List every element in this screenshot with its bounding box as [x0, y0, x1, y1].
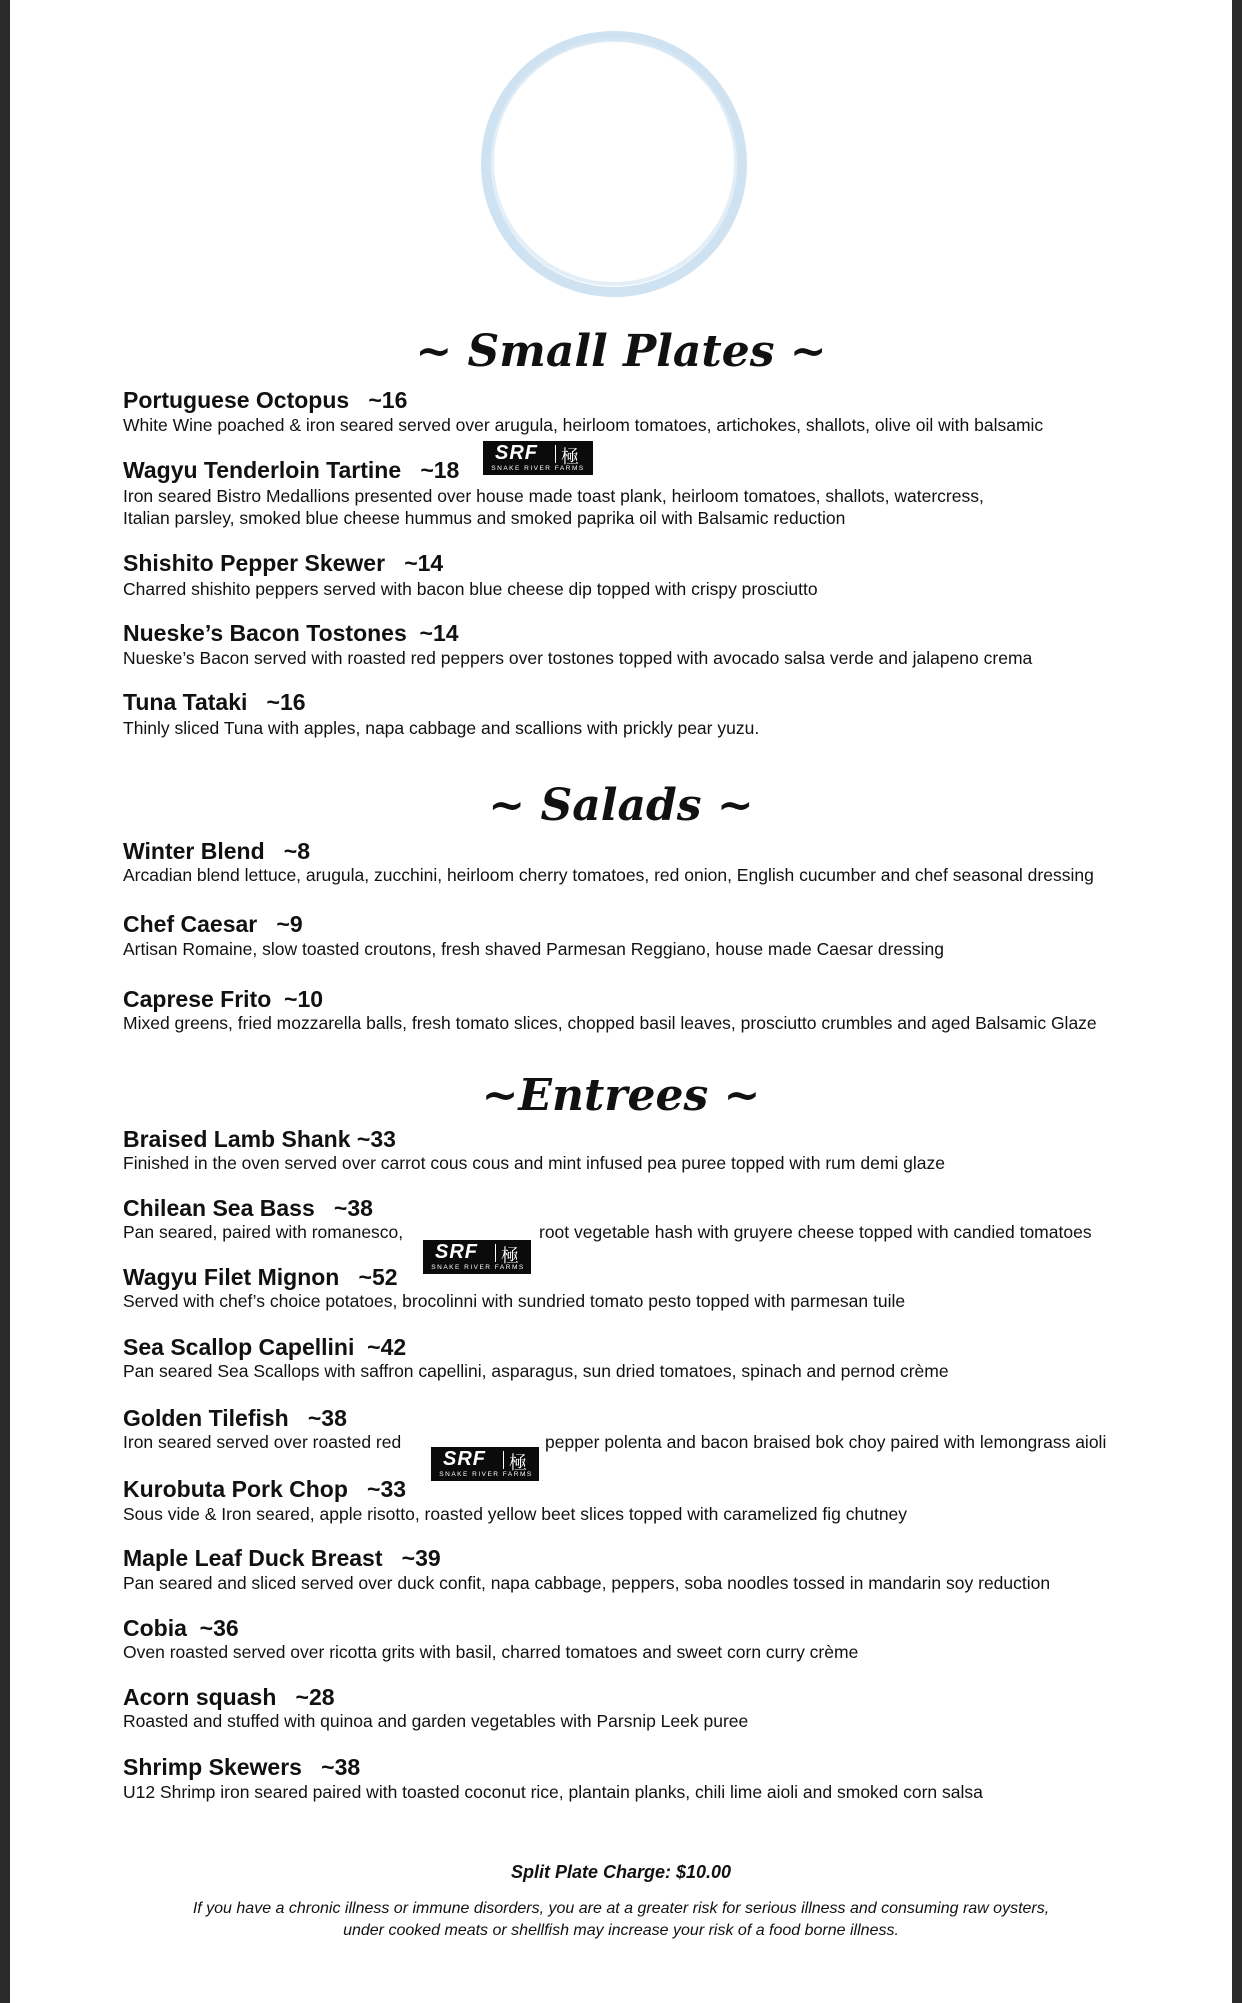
srf-kanji-text: 極	[561, 447, 579, 468]
item-desc: U12 Shrimp iron seared paired with toasted coconut rice, plantain planks, chili lime aioli and smoked corn salsa	[123, 1782, 983, 1802]
item-desc: Thinly sliced Tuna with apples, napa cabbage and scallions with prickly pear yuzu.	[123, 718, 760, 738]
menu-page	[10, 0, 1232, 2003]
item-name: Chef Caesar ~9	[123, 911, 303, 937]
item-name: Caprese Frito ~10	[123, 986, 324, 1012]
item-desc: Sous vide & Iron seared, apple risotto, roasted yellow beet slices topped with caramelized fig chutney	[123, 1504, 908, 1524]
section-title-salads: ~ Salads ~	[488, 780, 754, 831]
item-name: Wagyu Filet Mignon ~52	[123, 1264, 398, 1290]
item-name: Cobia ~36	[123, 1615, 239, 1641]
srf-logo-text: SRF	[495, 442, 538, 464]
health-disclaimer-line-1: If you have a chronic illness or immune disorders, you are at a greater risk for serious illness and consuming raw oysters,	[192, 1900, 1050, 1917]
srf-logo-text: SRF	[443, 1448, 486, 1470]
badge-divider	[495, 1244, 496, 1262]
split-plate-charge: Split Plate Charge: $10.00	[510, 1862, 732, 1882]
item-name: Wagyu Tenderloin Tartine ~18	[123, 457, 460, 483]
item-name: Acorn squash ~28	[123, 1684, 335, 1710]
srf-sub-text: SNAKE RIVER FARMS	[439, 1471, 533, 1478]
item-desc: Finished in the oven served over carrot cous cous and mint infused pea puree topped with rum demi glaze	[123, 1153, 945, 1173]
srf-logo-text: SRF	[435, 1241, 478, 1263]
srf-kanji-text: 極	[509, 1453, 527, 1474]
item-name: Shrimp Skewers ~38	[123, 1754, 361, 1780]
item-desc: Iron seared Bistro Medallions presented over house made toast plank, heirloom tomatoes, shallots, watercress,	[123, 486, 984, 506]
item-desc: Served with chef’s choice potatoes, brocolinni with sundried tomato pesto topped with parmesan tuile	[123, 1291, 906, 1311]
item-name: Portuguese Octopus ~16	[123, 387, 408, 413]
item-name: Braised Lamb Shank ~33	[123, 1126, 396, 1152]
item-name: Shishito Pepper Skewer ~14	[123, 550, 444, 576]
badge-divider	[503, 1451, 504, 1469]
item-desc: Pan seared Sea Scallops with saffron capellini, asparagus, sun dried tomatoes, spinach and pernod crème	[123, 1361, 949, 1381]
item-desc: Oven roasted served over ricotta grits with basil, charred tomatoes and sweet corn curry crème	[123, 1642, 859, 1662]
srf-sub-text: SNAKE RIVER FARMS	[431, 1264, 525, 1271]
srf-badge-logo	[423, 1240, 531, 1274]
item-desc: Charred shishito peppers served with bacon blue cheese dip topped with crispy prosciutto	[123, 579, 818, 599]
srf-badge-logo	[431, 1447, 539, 1481]
item-desc: Artisan Romaine, slow toasted croutons, fresh shaved Parmesan Reggiano, house made Caesar dressing	[123, 939, 944, 959]
section-title-small-plates: ~ Small Plates ~	[415, 326, 827, 377]
health-disclaimer-line-2: under cooked meats or shellfish may increase your risk of a food borne illness.	[343, 1922, 899, 1939]
item-desc: Pan seared, paired with romanesco,	[123, 1222, 404, 1242]
item-name: Tuna Tataki ~16	[123, 689, 306, 715]
logo-circle-icon	[478, 28, 750, 300]
srf-badge-logo	[483, 441, 593, 475]
item-desc: root vegetable hash with gruyere cheese topped with candied tomatoes	[539, 1222, 1092, 1242]
item-name: Sea Scallop Capellini ~42	[123, 1334, 407, 1360]
srf-sub-text: SNAKE RIVER FARMS	[491, 465, 585, 472]
item-name: Golden Tilefish ~38	[123, 1405, 347, 1431]
item-desc: Italian parsley, smoked blue cheese hummus and smoked paprika oil with Balsamic reduction	[123, 508, 846, 528]
item-desc: pepper polenta and bacon braised bok choy paired with lemongrass aioli	[545, 1432, 1107, 1452]
item-desc: Nueske’s Bacon served with roasted red peppers over tostones topped with avocado salsa verde and jalapeno crema	[123, 648, 1033, 668]
item-desc: Pan seared and sliced served over duck confit, napa cabbage, peppers, soba noodles tossed in mandarin soy reduction	[123, 1573, 1051, 1593]
badge-divider	[555, 445, 556, 463]
item-desc: Roasted and stuffed with quinoa and garden vegetables with Parsnip Leek puree	[123, 1711, 749, 1731]
item-name: Maple Leaf Duck Breast ~39	[123, 1545, 441, 1571]
item-name: Winter Blend ~8	[123, 838, 311, 864]
item-desc: Mixed greens, fried mozzarella balls, fresh tomato slices, chopped basil leaves, prosciutto crumbles and aged Balsamic Glaze	[123, 1013, 1097, 1033]
section-title-entrees: ~Entrees ~	[481, 1070, 761, 1121]
item-name: Kurobuta Pork Chop ~33	[123, 1476, 407, 1502]
item-desc: Arcadian blend lettuce, arugula, zucchini, heirloom cherry tomatoes, red onion, English cucumber and chef seasonal dressing	[123, 865, 1094, 885]
item-desc: White Wine poached & iron seared served over arugula, heirloom tomatoes, artichokes, shallots, olive oil with balsamic	[123, 415, 1044, 435]
item-name: Chilean Sea Bass ~38	[123, 1195, 373, 1221]
item-name: Nueske’s Bacon Tostones ~14	[123, 620, 459, 646]
srf-kanji-text: 極	[501, 1246, 519, 1267]
item-desc: Iron seared served over roasted red	[123, 1432, 402, 1452]
